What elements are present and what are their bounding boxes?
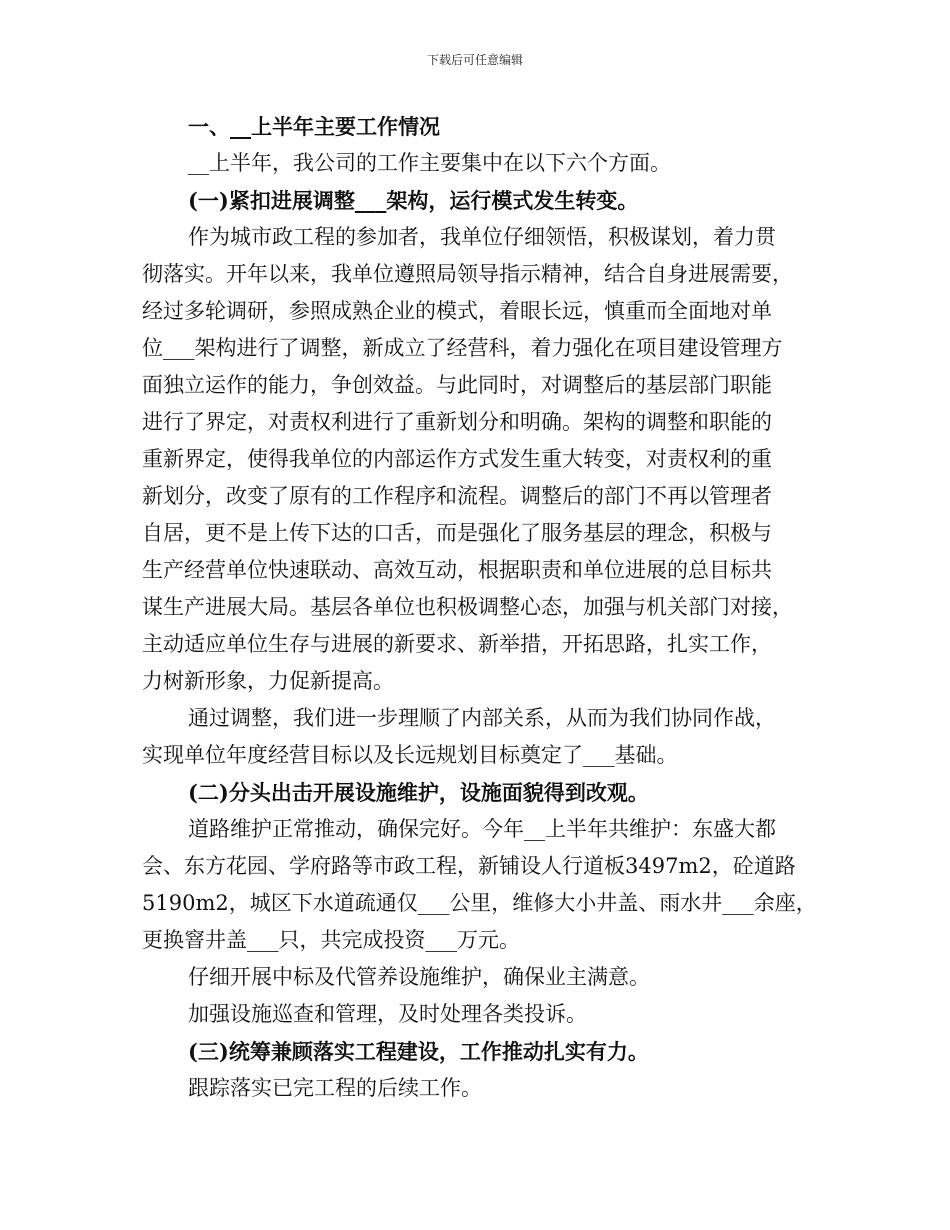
paragraph-line: 会、东方花园、学府路等市政工程，新铺设人行道板3497m2，砼道路 [142, 854, 796, 878]
paragraph-line: 位___架构进行了调整，新成立了经营科，着力强化在项目建设管理方 [142, 336, 783, 360]
paragraph-line: 仔细开展中标及代管养设施维护，确保业主满意。 [188, 965, 650, 989]
paragraph-line: 加强设施巡查和管理，及时处理各类投诉。 [188, 1002, 587, 1026]
paragraph-line: 道路维护正常推动，确保完好。今年__上半年共维护：东盛大都 [188, 817, 776, 841]
subsection-heading: (二)分头出击开展设施维护，设施面貌得到改观。 [188, 780, 649, 805]
paragraph-line: 作为城市政工程的参加者，我单位仔细领悟，积极谋划，着力贯 [188, 225, 776, 249]
paragraph-line: __上半年，我公司的工作主要集中在以下六个方面。 [188, 151, 671, 175]
document-body [142, 108, 817, 1107]
paragraph-line: 生产经营单位快速联动、高效互动，根据职责和单位进展的总目标共 [142, 558, 772, 582]
subsection-heading: (三)统筹兼顾落实工程建设，工作推动扎实有力。 [188, 1039, 649, 1064]
paragraph-line: 力树新形象，力促新提高。 [142, 669, 394, 693]
paragraph-line: 重新界定，使得我单位的内部运作方式发生重大转变，对责权利的重 [142, 447, 772, 471]
paragraph-line: 通过调整，我们进一步理顺了内部关系，从而为我们协同作战， [188, 706, 776, 730]
subsection-heading: (一)紧扣进展调整___架构，运行模式发生转变。 [188, 188, 639, 213]
page-header: 下载后可任意编辑 [426, 53, 523, 67]
paragraph-line: 新划分，改变了原有的工作程序和流程。调整后的部门不再以管理者 [142, 484, 772, 508]
paragraph-line: 实现单位年度经营目标以及长远规划目标奠定了___基础。 [142, 743, 678, 767]
paragraph-line: 跟踪落实已完工程的后续工作。 [188, 1076, 482, 1100]
paragraph-line: 主动适应单位生存与进展的新要求、新举措，开拓思路，扎实工作， [142, 632, 772, 656]
paragraph-line: 彻落实。开年以来，我单位遵照局领导指示精神，结合自身进展需要， [142, 262, 793, 286]
paragraph-line: 5190m2，城区下水道疏通仅___公里，维修大小井盖、雨水井___余座， [142, 891, 817, 915]
paragraph-line: 经过多轮调研，参照成熟企业的模式，着眼长远，慎重而全面地对单 [142, 299, 772, 323]
paragraph-line: 面独立运作的能力，争创效益。与此同时，对调整后的基层部门职能 [142, 373, 772, 397]
paragraph-line: 谋生产进展大局。基层各单位也积极调整心态，加强与机关部门对接， [142, 595, 793, 619]
paragraph-line: 进行了界定，对责权利进行了重新划分和明确。架构的调整和职能的 [142, 410, 772, 434]
paragraph-line: 更换窨井盖___只，共完成投资___万元。 [142, 928, 520, 952]
paragraph-line: 自居，更不是上传下达的口舌，而是强化了服务基层的理念，积极与 [142, 521, 772, 545]
section-heading: 一、__上半年主要工作情况 [188, 114, 440, 139]
